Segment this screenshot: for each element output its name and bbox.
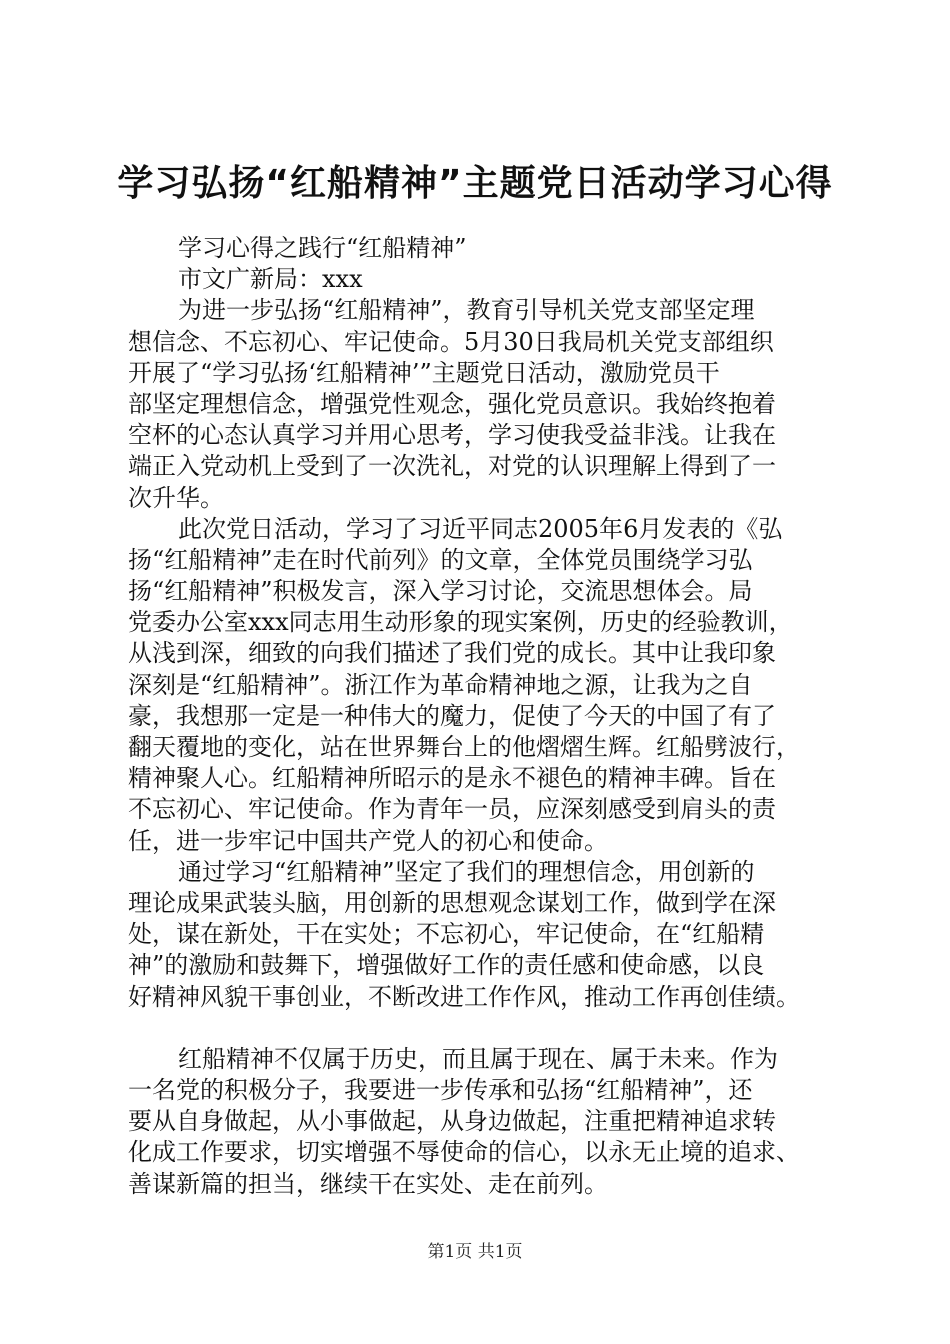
paragraph-line: 好精神风貌干事创业，不断改进工作作风，推动工作再创佳绩。 [128,982,800,1011]
paragraph-line: 端正入党动机上受到了一次洗礼，对党的认识理解上得到了一 [128,452,776,481]
subtitle: 学习心得之践行“红船精神” [178,234,467,262]
paragraph-line: 扬“红船精神”走在时代前列》的文章，全体党员围绕学习弘 [128,545,753,574]
paragraph-line: 不忘初心、牢记使命。作为青年一员，应深刻感受到肩头的责 [128,795,776,824]
paragraph-line: 要从自身做起，从小事做起，从身边做起，注重把精神追求转 [128,1107,776,1136]
paragraph-4 [128,1044,838,1200]
paragraph-line: 部坚定理想信念，增强党性观念，强化党员意识。我始终抱着 [128,389,776,418]
paragraph-line: 此次党日活动，学习了习近平同志2005年6月发表的《弘 [178,514,783,543]
paragraph-line: 豪，我想那一定是一种伟大的魔力，促使了今天的中国了有了 [128,701,776,730]
paragraph-line: 为进一步弘扬“红船精神”，教育引导机关党支部坚定理 [178,296,755,325]
page-footer: 第1页 共1页 [427,1242,523,1262]
paragraph-line: 处，谋在新处，干在实处；不忘初心，牢记使命，在“红船精 [128,920,765,949]
paragraph-line: 翻天覆地的变化，站在世界舞台上的他熠熠生辉。红船劈波行， [128,733,800,761]
paragraph-line: 善谋新篇的担当，继续干在实处、走在前列。 [128,1169,608,1198]
paragraph-line: 理论成果武装头脑，用创新的思想观念谋划工作，做到学在深 [128,888,776,917]
author-line: 市文广新局：xxx [178,265,363,294]
paragraph-line: 从浅到深，细致的向我们描述了我们党的成长。其中让我印象 [128,639,776,668]
paragraph-line: 党委办公室xxx同志用生动形象的现实案例，历史的经验教训， [128,608,793,637]
paragraph-line: 红船精神不仅属于历史，而且属于现在、属于未来。作为 [178,1044,778,1073]
paragraph-line: 神”的激励和鼓舞下，增强做好工作的责任感和使命感，以良 [128,951,765,980]
paragraph-line: 开展了“学习弘扬‘红船精神’”主题党日活动，激励党员干 [128,358,720,387]
paragraph-line: 一名党的积极分子，我要进一步传承和弘扬“红船精神”，还 [128,1076,753,1105]
paragraph-line: 通过学习“红船精神”坚定了我们的理想信念，用创新的 [178,857,755,886]
paragraph-line: 精神聚人心。红船精神所昭示的是永不褪色的精神丰碑。旨在 [128,764,776,793]
paragraph-line: 扬“红船精神”积极发言，深入学习讨论，交流思想体会。局 [128,577,753,606]
document-body [128,233,838,1200]
document-title: 学习弘扬“红船精神”主题党日活动学习心得 [117,163,833,204]
paragraph-2 [128,514,838,857]
blank-line [128,1013,838,1044]
paragraph-line: 想信念、不忘初心、牢记使命。5月30日我局机关党支部组织 [128,327,774,356]
paragraph-3 [128,857,838,1013]
paragraph-line: 化成工作要求，切实增强不辱使命的信心，以永无止境的追求、 [128,1138,800,1167]
paragraph-line: 深刻是“红船精神”。浙江作为革命精神地之源，让我为之自 [128,670,753,699]
paragraph-line: 次升华。 [128,483,224,512]
paragraph-line: 任，进一步牢记中国共产党人的初心和使命。 [128,826,608,855]
paragraph-1 [128,295,838,513]
paragraph-line: 空杯的心态认真学习并用心思考，学习使我受益非浅。让我在 [128,421,776,450]
